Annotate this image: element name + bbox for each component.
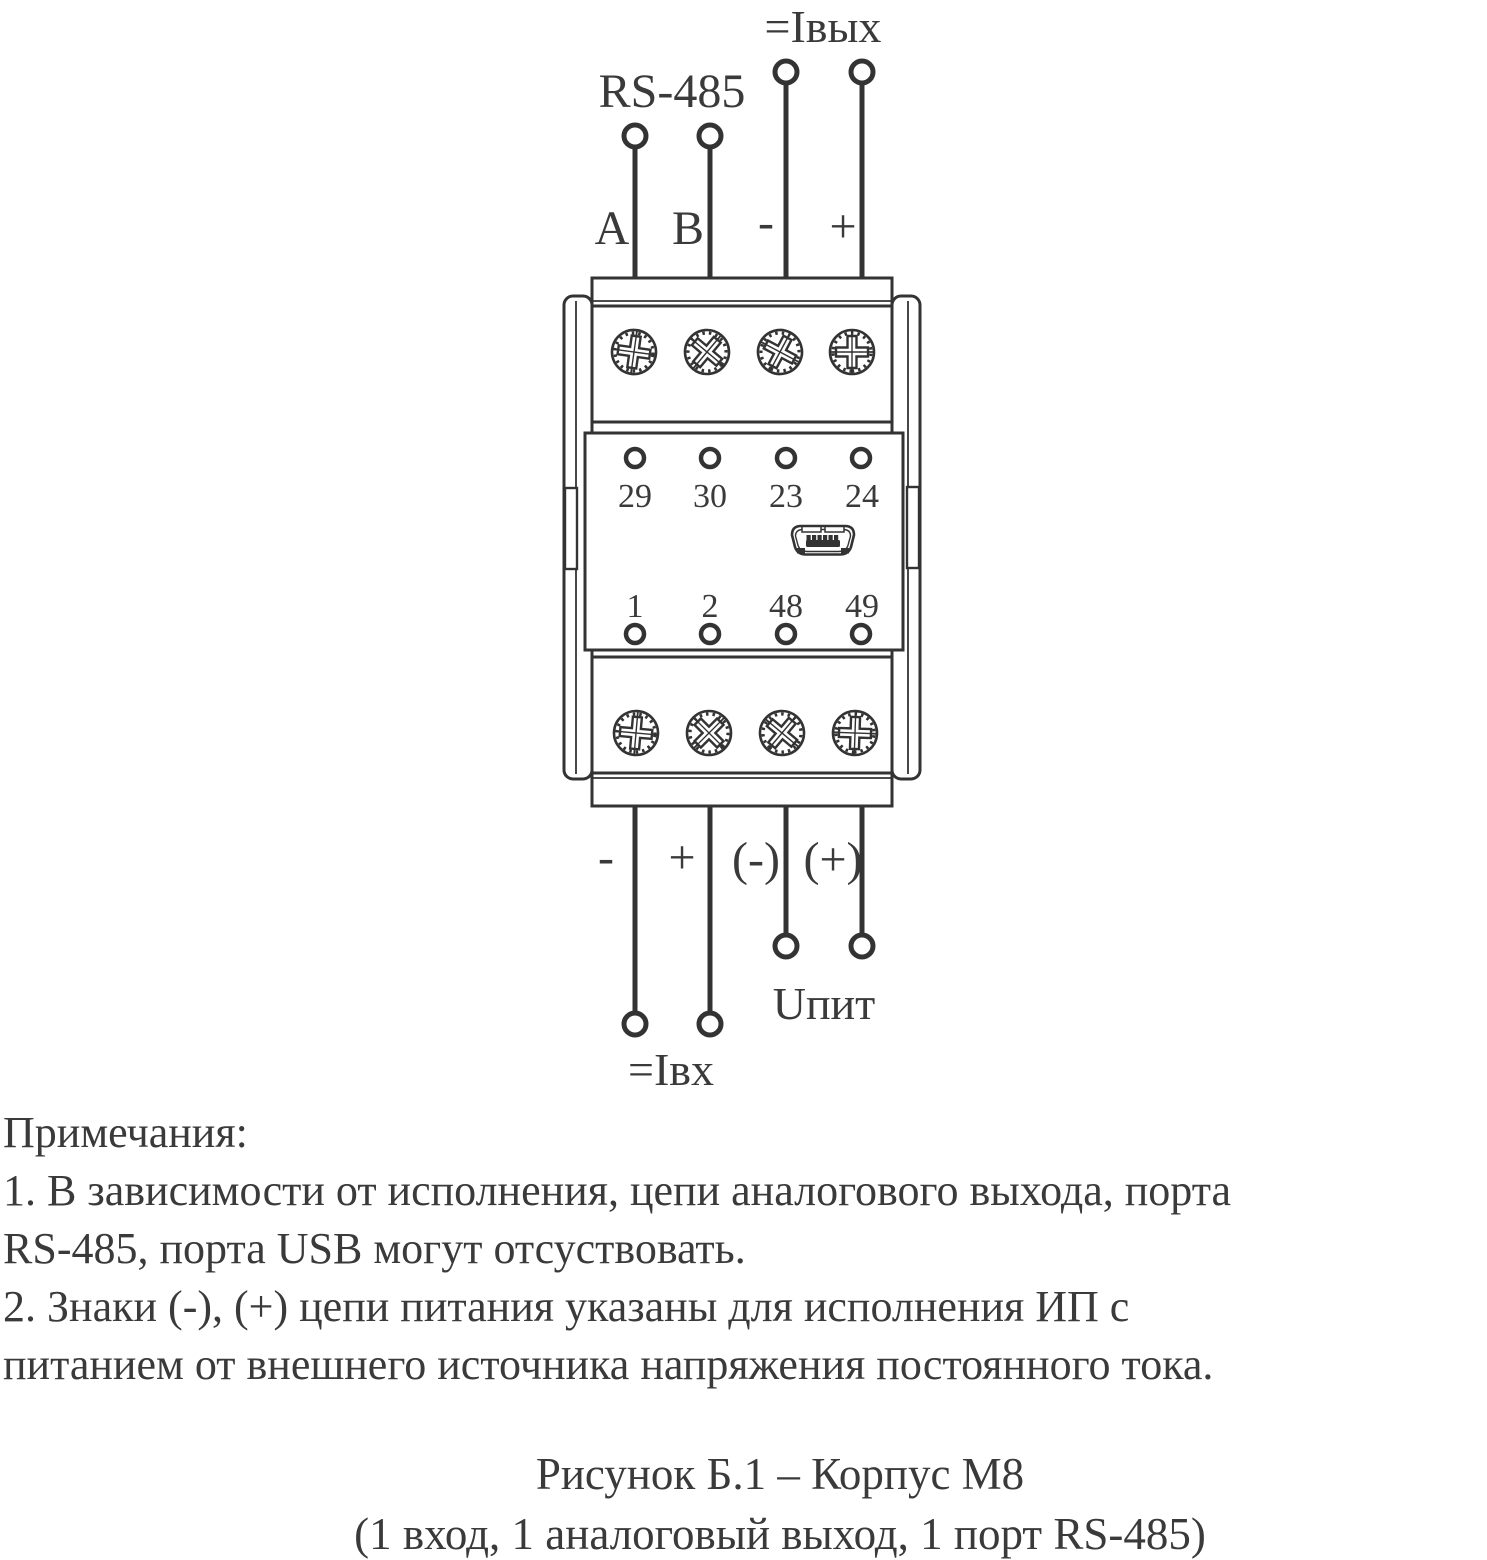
terminal-number: 2 [701,588,719,625]
label-rs485: RS-485 [598,65,746,118]
label-iin-minus: - [598,831,614,884]
micro-usb-icon [792,526,854,555]
terminal-number: 23 [769,478,803,515]
terminal-end-iin-plus [699,1013,721,1035]
terminal-number: 30 [693,478,727,515]
caption-subtitle: (1 вход, 1 аналоговый выход, 1 порт RS-485) [354,1509,1206,1559]
label-wire-a: A [594,202,630,255]
label-input-current: =Iвх [628,1044,714,1095]
panel-hole-30 [701,449,719,467]
label-wire-minus: - [758,196,774,249]
terminal-number: 24 [845,478,879,515]
panel-hole-24 [852,449,870,467]
label-wire-b: B [671,202,705,255]
label-output-current: =Iвых [764,1,882,52]
terminal-number: 1 [626,588,644,625]
side-clip-right [907,487,919,568]
terminal-end-a [624,125,646,147]
terminal-number: 49 [845,588,879,625]
notes-block [3,1104,1231,1394]
screw-icon [832,710,878,756]
terminal-end-b [699,125,721,147]
figure-caption [73,1444,1487,1560]
panel-hole-23 [777,449,795,467]
note-line-3: 2. Знаки (-), (+) цепи питания указаны для исполнения ИП с [3,1282,1130,1331]
notes-title: Примечания: [3,1108,248,1157]
terminal-number: 29 [618,478,652,515]
panel-hole-29 [626,449,644,467]
terminal-end-iout-plus [851,61,873,83]
terminal-number: 48 [769,588,803,625]
side-clip-left [565,488,577,569]
caption-title: Рисунок Б.1 – Корпус М8 [535,1449,1025,1499]
label-supply-minus: (-) [732,833,780,886]
panel-hole-2 [701,625,719,643]
label-iin-plus: + [668,831,696,884]
panel-hole-48 [777,625,795,643]
terminal-end-supply-plus [851,935,873,957]
label-supply-voltage: Uпит [772,978,876,1029]
note-line-2: RS-485, порта USB могут отсуствовать. [3,1224,746,1273]
terminal-end-iout-minus [775,61,797,83]
panel-hole-1 [626,625,644,643]
note-line-1: 1. В зависимости от исполнения, цепи аналогового выхода, порта [3,1166,1232,1215]
label-wire-plus: + [829,200,857,253]
label-supply-plus: (+) [803,833,863,886]
note-line-4: питанием от внешнего источника напряжения постоянного тока. [3,1340,1214,1389]
terminal-end-iin-minus [624,1013,646,1035]
panel-hole-49 [852,625,870,643]
screw-icon [830,330,874,374]
terminal-end-supply-minus [775,935,797,957]
